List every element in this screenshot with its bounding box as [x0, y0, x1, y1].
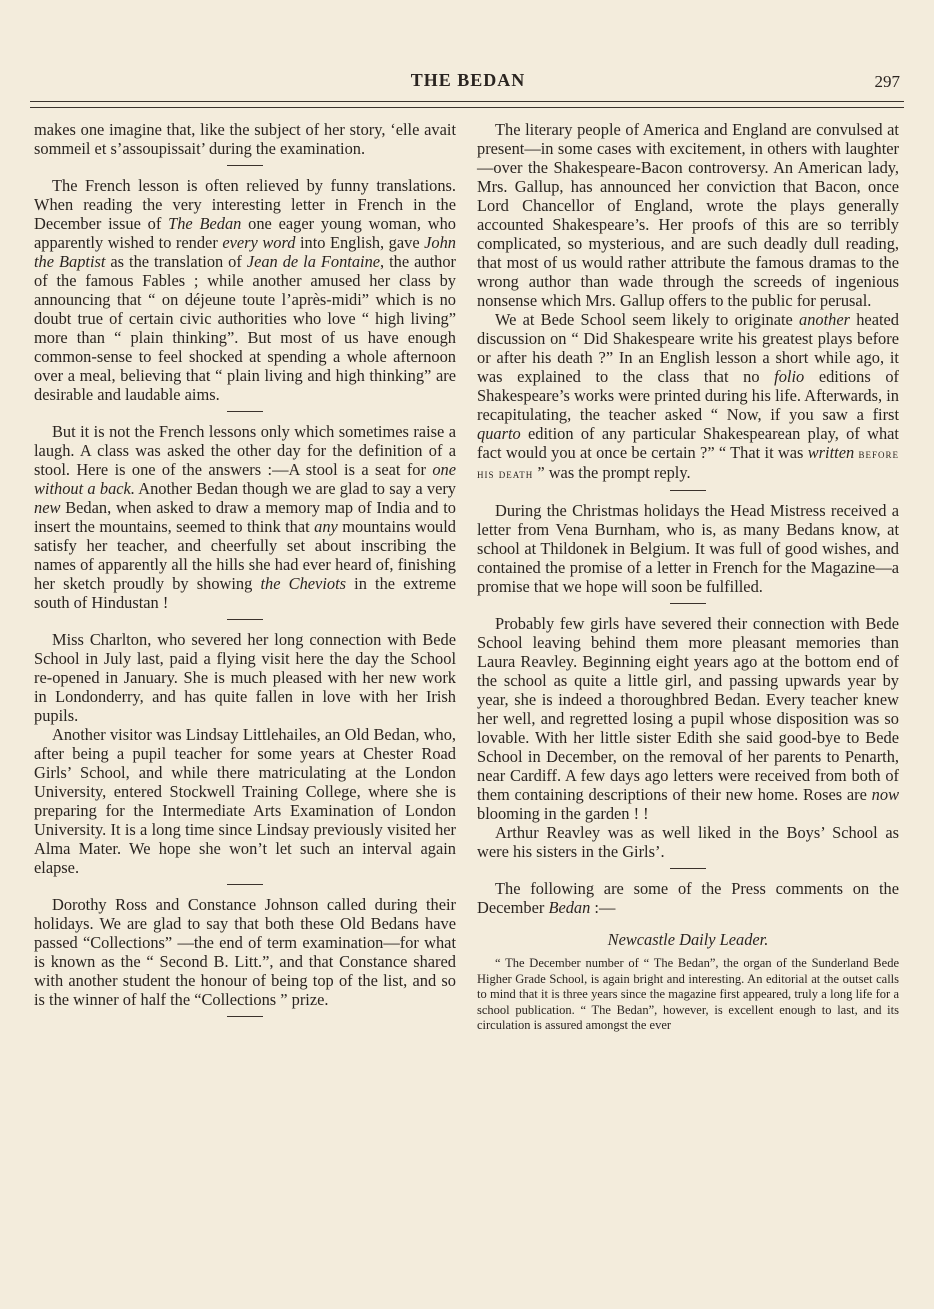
- paragraph: makes one imagine that, like the subject of her story, ‘elle avait sommeil et s’assoupissait’ during the examination.: [34, 120, 456, 158]
- section-divider: [227, 884, 263, 885]
- page-number: 297: [874, 72, 900, 91]
- running-header: [30, 66, 906, 96]
- paragraph: During the Christmas holidays the Head Mistress received a letter from Vena Burnham, who is, as many Bedans know, at school at Thildonek in Belgium. It was full of good wishes, and contained the promise of a letter in French for the Magazine—a promise that we hope will soon be fulfilled.: [477, 501, 899, 596]
- paragraph: Probably few girls have severed their connection with Bede School leaving behind them more pleasant memories than Laura Reavley. Beginning eight years ago at the bottom end of the school as quite a little girl, and passing upwards year by year, she is indeed a thoroughbred Bedan. Every teacher knew her well, and regretted losing a pupil whose disposition was so lovable. With her little sister Edith she said good-bye to Bede School in December, on the removal of her parents to Penarth, near Cardiff. A few days ago letters were received from both of them containing descriptions of their new home. Roses are now blooming in the garden ! !: [477, 614, 899, 823]
- paragraph: Miss Charlton, who severed her long connection with Bede School in July last, paid a flying visit here the day the School re-opened in January. She is much pleased with her new work in Londonderry, and has quite fallen in love with her Irish pupils.: [34, 630, 456, 725]
- right-column: [477, 120, 899, 1034]
- left-column: [34, 120, 456, 1027]
- paragraph: But it is not the French lessons only which sometimes raise a laugh. A class was asked the other day for the definition of a stool. Here is one of the answers :—A stool is a seat for one without a back. Another Bedan though we are glad to say a very new Bedan, when asked to draw a memory map of India and to insert the mountains, seemed to think that any mountains would satisfy her teacher, and cheerfully set about inscribing the names of apparently all the hills she had ever heard of, finishing her sketch proudly by showing the Cheviots in the extreme south of Hindustan !: [34, 422, 456, 612]
- press-source-title: Newcastle Daily Leader.: [607, 930, 769, 949]
- section-divider: [670, 490, 706, 491]
- paragraph: Dorothy Ross and Constance Johnson called during their holidays. We are glad to say that both these Old Bedans have passed “Collections” —the end of term examination—for what is known as the “ Second B. Litt.”, and that Constance shared with another student the honour of being top of the list, and so is the winner of half the “Collections ” prize.: [34, 895, 456, 1009]
- section-divider: [227, 165, 263, 166]
- running-title: THE BEDAN: [410, 70, 526, 90]
- paragraph: Arthur Reavley was as well liked in the Boys’ School as were his sisters in the Girls’.: [477, 823, 899, 861]
- section-divider: [227, 411, 263, 412]
- section-divider: [670, 603, 706, 604]
- paragraph: The literary people of America and England are convulsed at present—in some cases with excitement, in others with laughter—over the Shakespeare-Bacon controversy. An American lady, Mrs. Gallup, has announced her conviction that Bacon, once Lord Chancellor of England, wrote the plays generally accounted Shakespeare’s. Her proofs of this are so terribly complicated, so mysterious, and are such deadly dull reading, that most of us would rather attribute the famous dramas to the wrong author than wade through the screeds of ingenious nonsense which Mrs. Gallup offers to the public for perusal.: [477, 120, 899, 310]
- header-rule: [30, 101, 904, 108]
- paragraph: The following are some of the Press comments on the December Bedan :—: [477, 879, 899, 917]
- section-divider: [670, 868, 706, 869]
- paragraph: The French lesson is often relieved by funny translations. When reading the very interesting letter in French in the December issue of The Bedan one eager young woman, who apparently wished to render every word into English, gave John the Baptist as the translation of Jean de la Fontaine, the author of the famous Fables ; while another amused her class by announcing that “ on déjeune toute l’après-midi” which is no doubt true of certain civic authorities who love “ high living” more than “ plain thinking”. But most of us have enough common-sense to feel shocked at spending a whole afternoon over a meal, believing that “ plain living and high thinking” are desirable and laudable aims.: [34, 176, 457, 404]
- section-divider: [227, 1016, 263, 1017]
- paragraph: Another visitor was Lindsay Littlehailes, an Old Bedan, who, after being a pupil teacher for some years at Chester Road Girls’ School, and while there matriculating at the London University, entered Stockwell Training College, where she is preparing for the Intermediate Arts Examination of London University. It is a long time since Lindsay previously visited her Alma Mater. We hope she won’t let such an interval again elapse.: [34, 725, 456, 877]
- paragraph: We at Bede School seem likely to originate another heated discussion on “ Did Shakespeare write his greatest plays before or after his death ?” In an English lesson a short while ago, it was explained to the class that no folio editions of Shakespeare’s works were printed during his life. Afterwards, in recapitulating, the teacher asked “ Now, if you saw a first quarto edition of any particular Shakespearean play, of what fact would you at once be certain ?” “ That it was written before his death ” was the prompt reply.: [477, 310, 899, 482]
- section-divider: [227, 619, 263, 620]
- press-quote: “ The December number of “ The Bedan”, the organ of the Sunderland Bede Higher Grade School, is again bright and interesting. An editorial at the outset calls to mind that it is three years since the magazine first appeared, truly a long life for a school publication. “ The Bedan”, however, is excellent enough to last, and its circulation is assured amongst the ever: [477, 956, 899, 1032]
